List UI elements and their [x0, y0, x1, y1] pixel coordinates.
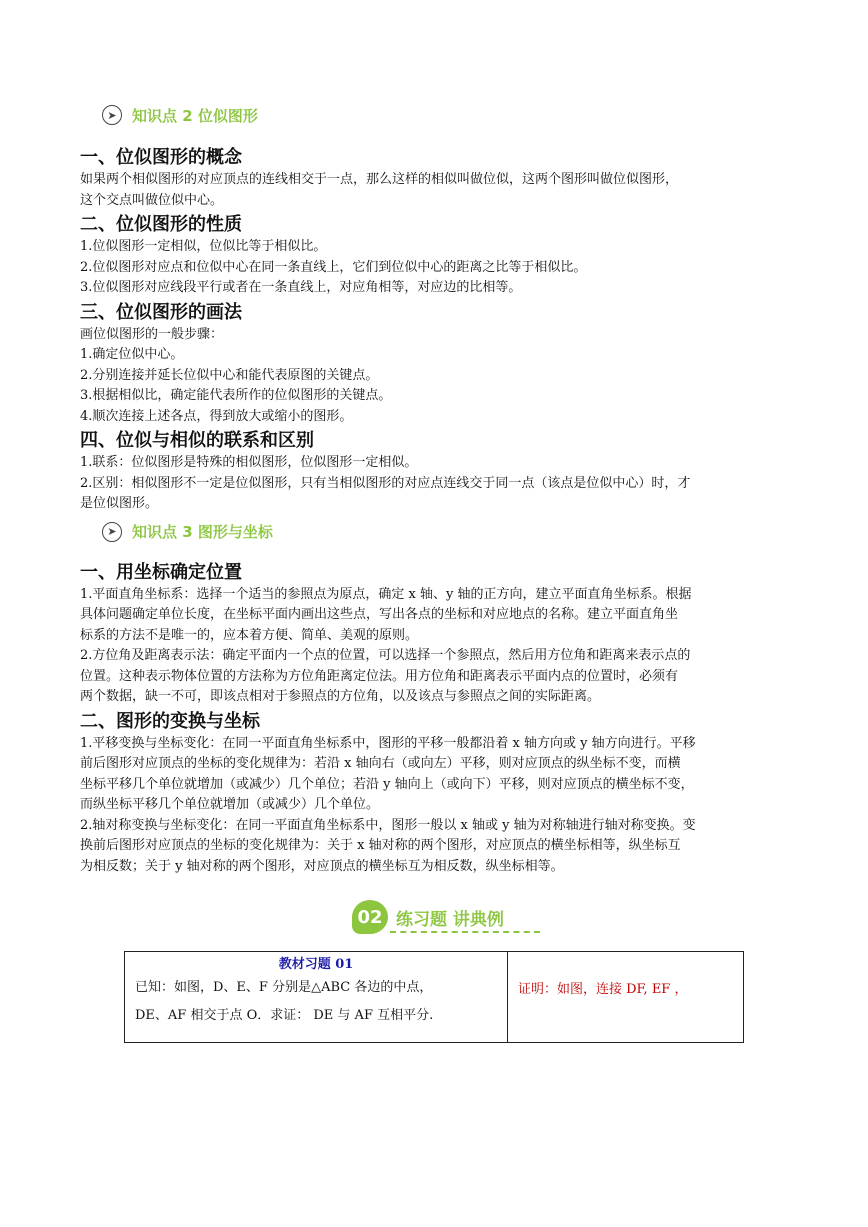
arrow-circle-icon: ➤	[102, 105, 122, 125]
example-problem-cell	[125, 952, 508, 1043]
example-title: 教材习题 01	[278, 957, 354, 972]
page-content	[80, 100, 788, 879]
paragraph-line: 3.位似图形对应线段平行或者在一条直线上，对应角相等，对应边的比相等。	[80, 280, 522, 295]
exercise-section-title: 练习题 讲典例	[396, 909, 504, 930]
paragraph-line: 1.位似图形一定相似，位似比等于相似比。	[80, 239, 327, 254]
knowledge-point-2-header	[102, 100, 788, 130]
section-heading: 三、位似图形的画法	[80, 301, 242, 323]
section-heading: 二、位似图形的性质	[80, 214, 242, 235]
paragraph-line: 具体问题确定单位长度，在坐标平面内画出这些点，写出各点的坐标和对应地点的名称。建立平面直角坐	[80, 607, 679, 622]
knowledge-point-3-header	[102, 517, 788, 547]
paragraph-line: 1.确定位似中心。	[80, 347, 184, 362]
example-problem-line: DE、AF 相交于点 O．求证： DE 与 AF 互相平分.	[135, 1008, 434, 1023]
section-coordinate-position	[80, 561, 788, 708]
paragraph-line: 2.方位角及距离表示法：确定平面内一个点的位置，可以选择一个参照点，然后用方位角和距离来表示点的	[80, 648, 691, 663]
paragraph-line: 2.位似图形对应点和位似中心在同一条直线上，它们到位似中心的距离之比等于相似比。	[80, 259, 587, 275]
knowledge-point-3-title: 知识点 3 图形与坐标	[132, 523, 273, 541]
paragraph-line: 2.区别：相似图形不一定是位似图形，只有当相似图形的对应点连线交于同一点（该点是位似中心）时，才	[80, 475, 691, 491]
section-number-badge: 02	[352, 900, 388, 934]
section-similarity-concept	[80, 146, 788, 211]
paragraph-line: 两个数据，缺一不可，即该点相对于参照点的方位角，以及该点与参照点之间的实际距离。	[80, 689, 601, 704]
paragraph-line: 1.平移变换与坐标变化：在同一平面直角坐标系中，图形的平移一般都沿着 x 轴方向或 y 轴方向进行。平移	[80, 735, 696, 751]
paragraph-line: 1.平面直角坐标系：选择一个适当的参照点为原点，确定 x 轴、y 轴的正方向，建立平面直角坐标系。根据	[80, 586, 692, 602]
paragraph-line: 1.联系：位似图形是特殊的相似图形，位似图形一定相似。	[80, 455, 418, 470]
exercise-section-header	[352, 900, 504, 934]
knowledge-point-2-title: 知识点 2 位似图形	[132, 106, 258, 125]
paragraph-line: 4.顺次连接上述各点，得到放大或缩小的图形。	[80, 408, 353, 424]
paragraph-line: 前后图形对应顶点的坐标的变化规律为：若沿 x 轴向右（或向左）平移，则对应顶点的纵坐标不变，而横	[80, 756, 681, 771]
example-problem-line: 已知：如图，D、E、F 分别是△ABC 各边的中点，	[135, 980, 433, 995]
paragraph-line: 是位似图形。	[80, 496, 159, 511]
paragraph-line: 2.分别连接并延长位似中心和能代表原图的关键点。	[80, 367, 379, 383]
example-proof-cell	[508, 952, 744, 1043]
paragraph-line: 标系的方法不是唯一的，应本着方便、简单、美观的原则。	[80, 627, 419, 643]
section-similarity-properties	[80, 213, 788, 299]
paragraph-line: 坐标平移几个单位就增加（或减少）几个单位；若沿 y 轴向上（或向下）平移，则对应顶点的横坐标不变，	[80, 776, 694, 792]
section-heading: 一、用坐标确定位置	[80, 561, 242, 583]
paragraph-line: 位置。这种表示物体位置的方法称为方位角距离定位法。用方位角和距离表示平面内点的位置时，必须有	[80, 668, 679, 684]
paragraph-line: 换前后图形对应顶点的坐标的变化规律为：关于 x 轴对称的两个图形，对应顶点的横坐标相等，纵坐标互	[80, 838, 681, 853]
example-table	[124, 951, 744, 1043]
dashed-underline	[390, 931, 540, 933]
example-proof-text: 证明：如图，连接 DF, EF ，	[518, 982, 688, 997]
section-heading: 四、位似与相似的联系和区别	[80, 430, 314, 451]
paragraph-line: 画位似图形的一般步骤：	[80, 326, 224, 342]
paragraph-line: 3.根据相似比，确定能代表所作的位似图形的关键点。	[80, 388, 392, 403]
paragraph-line: 而纵坐标平移几个单位就增加（或减少）几个单位。	[80, 797, 380, 812]
paragraph-line: 2.轴对称变换与坐标变化：在同一平面直角坐标系中，图形一般以 x 轴或 y 轴为对称轴进行轴对称变换。变	[80, 817, 696, 833]
paragraph-line: 这个交点叫做位似中心。	[80, 192, 224, 208]
paragraph-line: 为相反数；关于 y 轴对称的两个图形，对应顶点的横坐标互为相反数，纵坐标相等。	[80, 858, 564, 874]
section-transform-coordinates	[80, 710, 788, 878]
paragraph-line: 如果两个相似图形的对应顶点的连线相交于一点，那么这样的相似叫做位似，这两个图形叫做位似图形，	[80, 172, 679, 187]
arrow-circle-icon: ➤	[102, 522, 122, 542]
section-similarity-drawing	[80, 301, 788, 428]
section-similarity-relation	[80, 429, 788, 515]
section-heading: 一、位似图形的概念	[80, 147, 242, 168]
section-heading: 二、图形的变换与坐标	[80, 710, 260, 732]
